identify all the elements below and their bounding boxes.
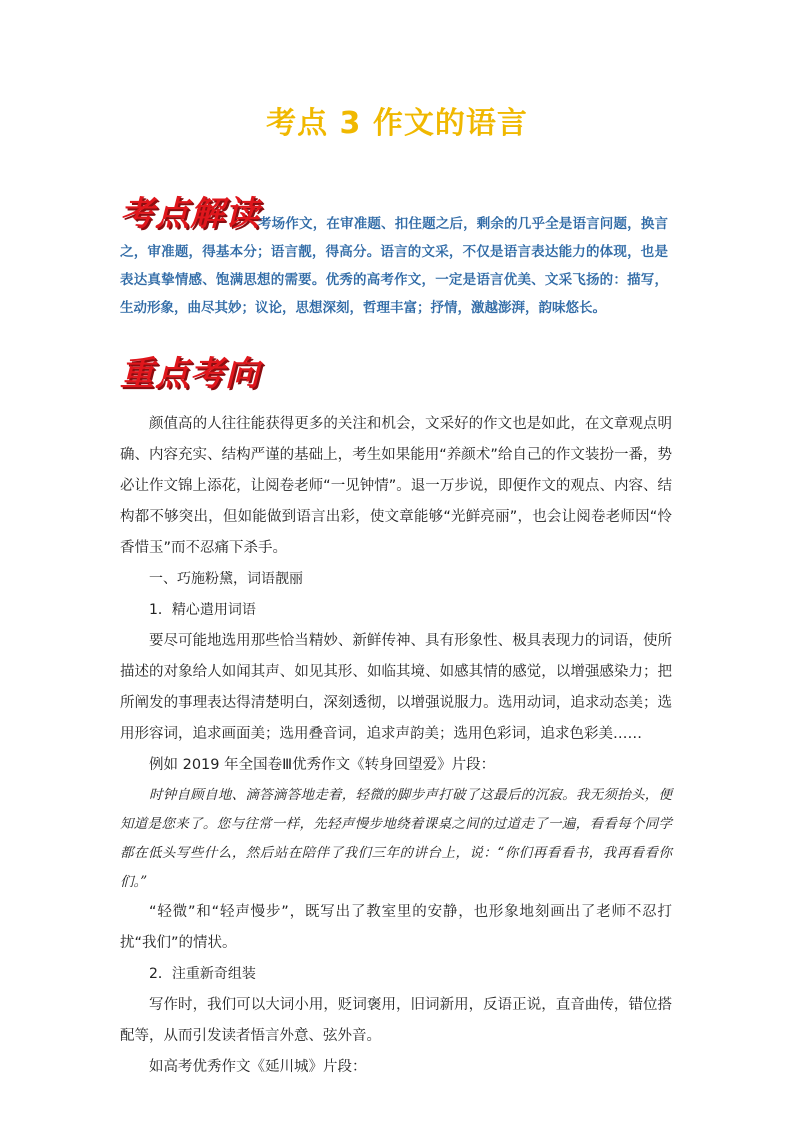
body-paragraph: “轻微”和“轻声慢步”，既写出了教室里的安静，也形象地刻画出了老师不忍打扰“我们”的情状。 [120,904,672,951]
example-intro: 例如 2019 年全国卷Ⅲ优秀作文《转身回望爱》片段： [149,757,496,773]
example-intro: 如高考优秀作文《延川城》片段： [149,1059,367,1075]
example-quote: 时钟自顾自地、滴答滴答地走着，轻微的脚步声打破了这最后的沉寂。我无须抬头，便知道是您来了。您与往常一样，先轻声慢步地绕着课桌之间的过道走了一遍，看看每个同学都在低头写些什么，然后站在陪伴了我们三年的讲台上，说：“你们再看看书，我再看看你们。” [120,787,672,890]
section-intro-text: 考场作文，在审准题、扣住题之后，剩余的几乎全是语言问题，换言之，审准题，得基本分；语言靓，得高分。语言的文采，不仅是语言表达能力的体现，也是表达真挚情感、饱满思想的需要。优秀的高考作文，一定是语言优美、文采飞扬的：描写，生动形象，曲尽其妙；议论，思想深刻，哲理丰富；抒情，激越澎湃，韵味悠长。 [120,216,668,316]
body-paragraph: 要尽可能地选用那些恰当精妙、新鲜传神、具有形象性、极具表现力的词语，使所描述的对象给人如闻其声、如见其形、如临其境、如感其情的感觉，以增强感染力；把所阐发的事理表达得清楚明白，深刻透彻，以增强说服力。选用动词，追求动态美；选用形容词，追求画面美；选用叠音词，追求声韵美；选用色彩词，追求色彩美…… [120,633,672,742]
subsection-heading: 2．注重新奇组装 [149,966,256,982]
section-label-zhongdian-kaoxiang: 重点考向 [120,354,260,394]
body-paragraph: 颜值高的人往往能获得更多的关注和机会，文采好的作文也是如此，在文章观点明确、内容充实、结构严谨的基础上，考生如果能用“养颜术”给自己的作文装扮一番，势必让作文锦上添花，让阅卷老师“一见钟情”。退一万步说，即便作文的观点、内容、结构都不够突出，但如能做到语言出彩，使文章能够“光鲜亮丽”，也会让阅卷老师因“怜香惜玉”而不忍痛下杀手。 [120,416,672,556]
subsection-heading: 1．精心遣用词语 [149,602,256,618]
main-body [120,409,672,1083]
page-title: 考点 3 作文的语言 [266,106,528,141]
section-label-kaodian-jiedu: 考点解读 [120,194,260,234]
body-paragraph: 写作时，我们可以大词小用，贬词褒用，旧词新用，反语正说，直音曲传，错位搭配等，从而引发读者悟言外意、弦外音。 [120,997,672,1044]
section-heading: 一、巧施粉黛，词语靓丽 [149,571,303,587]
